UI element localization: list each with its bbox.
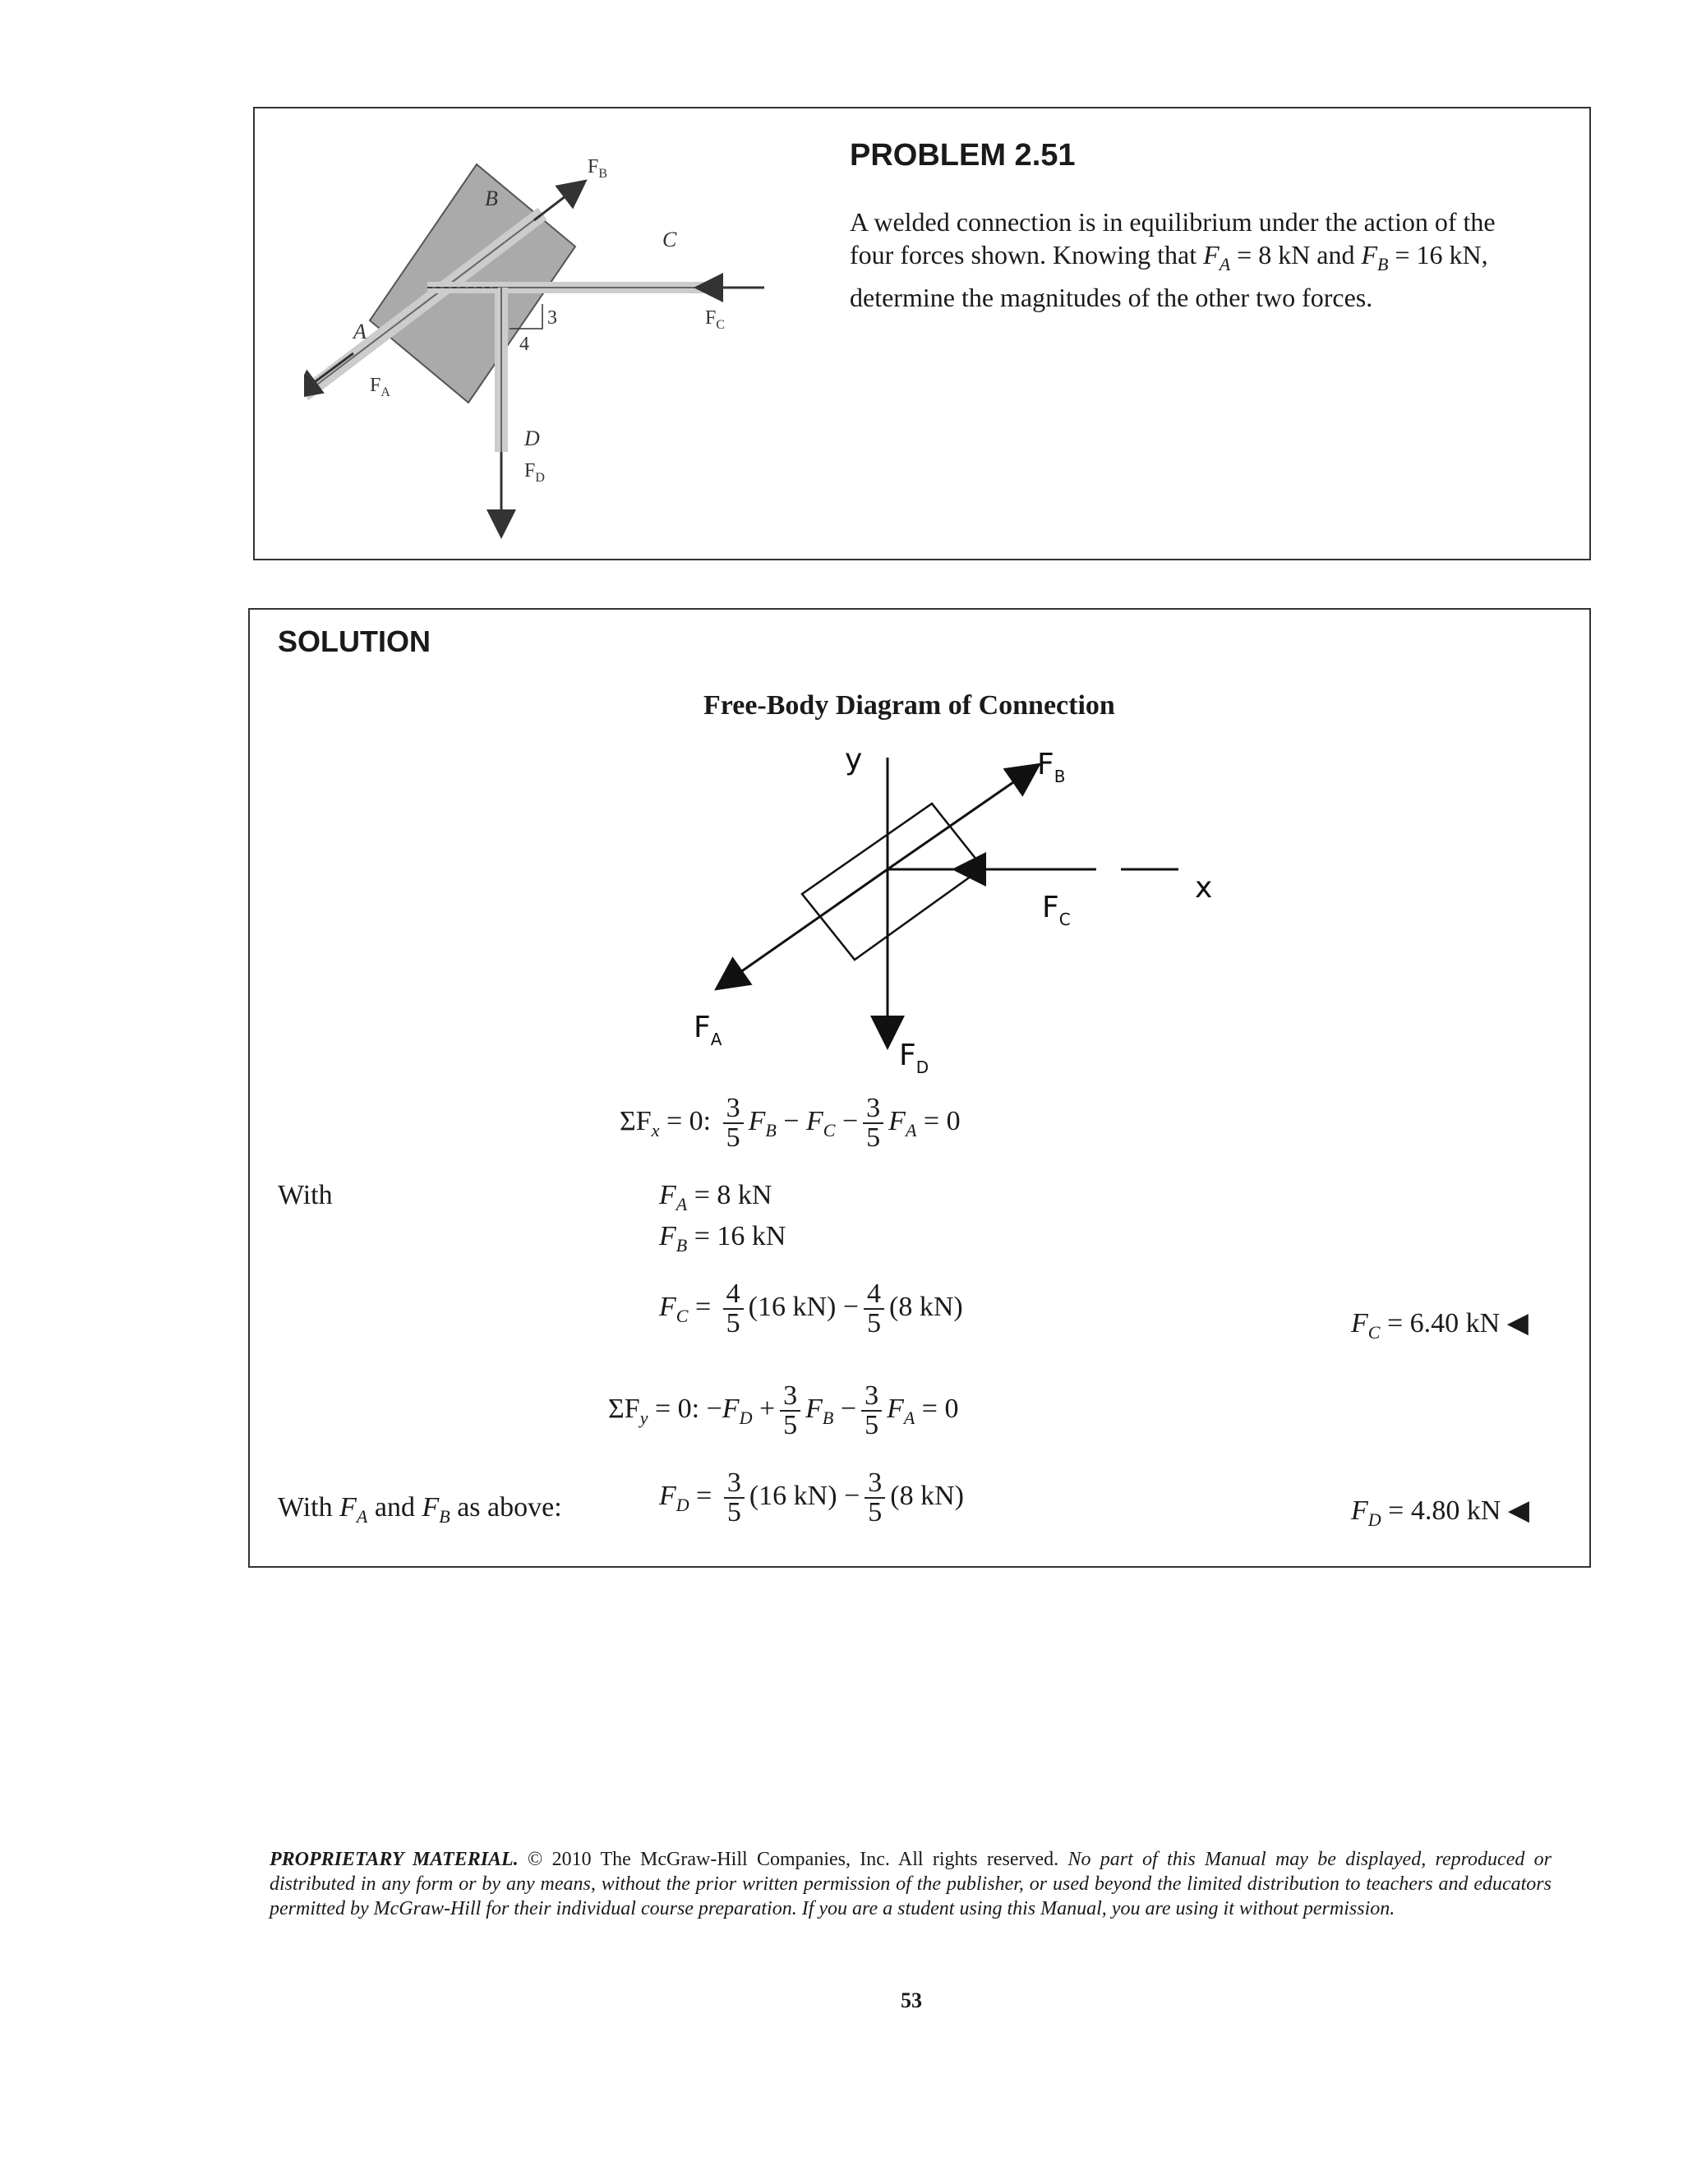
problem-line-3: determine the magnitudes of the other two forces. [850, 283, 1373, 312]
eq-fd: $F_D$ = $\frac{3}{5}$ (16 kN) − $\frac{3}{5}$ (8 kN) [659, 1468, 964, 1527]
answer-marker-icon: ◀ [1507, 1495, 1530, 1526]
eq-fc: $F_C$ = $\frac{4}{5}$ (16 kN) − $\frac{4}{5}$ (8 kN) [659, 1279, 963, 1339]
label-slope-rise: 3 [547, 307, 557, 329]
solution-box [248, 608, 1591, 1568]
fbd-fb-arrow [888, 766, 1037, 869]
label-fc: $F_C$ [705, 307, 726, 332]
free-body-diagram [694, 733, 1400, 1078]
label-c: C [662, 228, 677, 251]
fbd-label-x: x [1195, 871, 1213, 905]
problem-title: PROBLEM 2.51 [850, 138, 1076, 173]
fbd-fa-arrow [718, 869, 888, 988]
problem-text [850, 205, 1573, 314]
label-slope-run: 4 [519, 334, 529, 355]
fbd-plate [802, 804, 983, 960]
fd-answer: $F_D = 4.80$ kN ◀ [1351, 1495, 1530, 1530]
copyright-footer [270, 1847, 1552, 1921]
label-fd: $F_D$ [524, 460, 545, 485]
fc-answer: $F_C = 6.40$ kN ◀ [1351, 1308, 1529, 1343]
problem-line-1: A welded connection is in equilibrium under the action of the [850, 207, 1496, 237]
fbd-label-fc: $F_C$ [1042, 891, 1071, 929]
solution-heading: SOLUTION [278, 624, 431, 658]
label-fa: $F_A$ [370, 375, 390, 399]
footer-copyright: © 2010 The McGraw-Hill Companies, Inc. All rights reserved. [528, 1849, 1059, 1870]
problem-box [253, 107, 1591, 560]
fbd-label-fb: $F_B$ [1037, 748, 1066, 786]
fbd-label-y: y [845, 743, 863, 776]
fbd-label-fd: $F_D$ [899, 1039, 929, 1077]
label-d: D [524, 426, 540, 450]
footer-bold-lead: PROPRIETARY MATERIAL. [270, 1849, 519, 1870]
eq-sum-fy: $\Sigma F_y = 0$: $-F_D$ + $\frac{3}{5}$ $F_B$ − $\frac{3}{5}$ $F_A = 0$ [608, 1380, 959, 1440]
problem-line-2: four forces shown. Knowing that $F_A = 8$ kN and $F_B = 16$ kN, [850, 240, 1488, 274]
footer-italic-text: No part of this Manual may be displayed, reproduced or distributed in any form or by any means, without the prior written permission of the publisher, or used beyond the limited distribution to teachers and educators permitted by McGraw-Hill for their individual course preparation. If you are a student using this Manual, you are using it without permission. [270, 1849, 1552, 1919]
problem-figure [304, 123, 814, 551]
answer-marker-icon: ◀ [1506, 1308, 1529, 1339]
eq-fb: $F_B = 16$ kN [659, 1221, 786, 1256]
eq-fa: $F_A = 8$ kN [659, 1180, 772, 1214]
label-a: A [353, 320, 367, 343]
page-number: 53 [901, 1988, 922, 2012]
force-fb-arrow [534, 182, 583, 220]
fbd-title: Free-Body Diagram of Connection [703, 690, 1115, 721]
label-b: B [485, 187, 498, 210]
label-fb: $F_B$ [588, 156, 608, 181]
with-fa-fb-label: With $F_A$ and $F_B$ as above: [278, 1492, 562, 1527]
with-label: With [278, 1180, 333, 1210]
eq-sum-fx: $\Sigma F_x = 0$: $\frac{3}{5}$ $F_B - F_C$ − $\frac{3}{5}$ $F_A = 0$ [620, 1093, 961, 1153]
fbd-label-fa: $F_A$ [694, 1011, 722, 1049]
